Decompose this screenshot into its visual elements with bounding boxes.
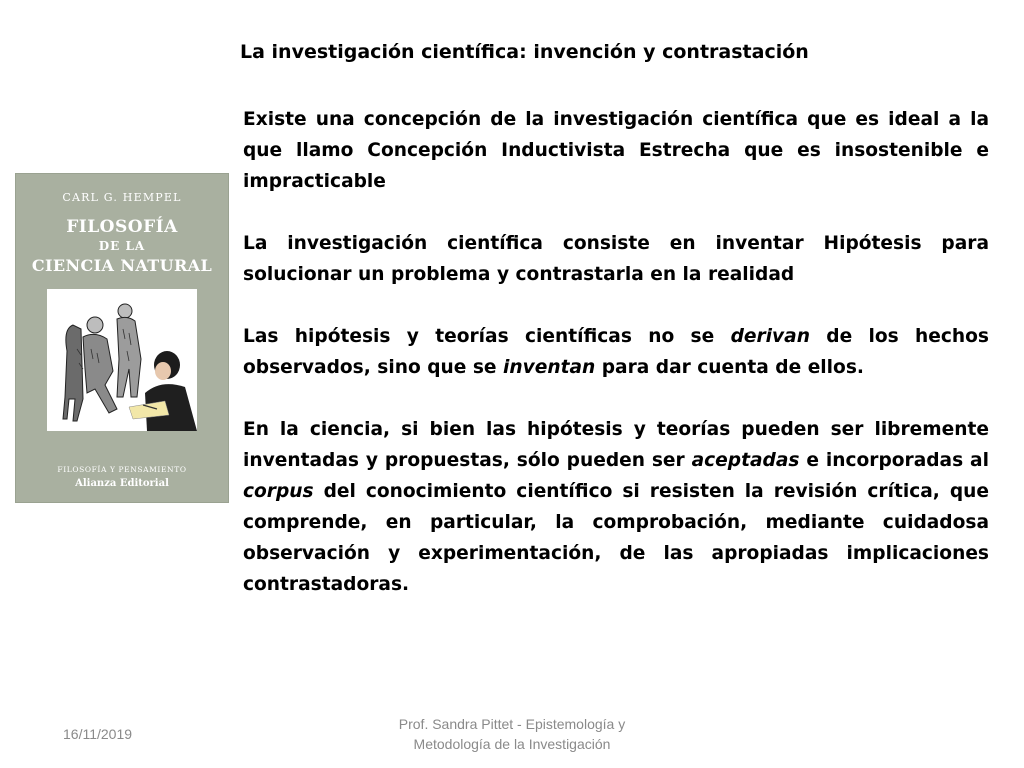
paragraph-3-text-c: de los hechos observados, sino que se [243,326,989,378]
paragraph-1: Existe una concepción de la investigación científica que es ideal a la que llamo Concepción Inductivista Estrecha que es insostenible e impracticable [243,109,989,192]
emphasis-aceptadas: aceptadas [691,450,800,471]
footer-credit-line-1: Prof. Sandra Pittet - Epistemología y [398,716,626,732]
emphasis-derivan: derivan [730,326,810,347]
book-illustration [47,289,197,431]
paragraph-4-text-e: del conocimiento científico si resisten la revisión crítica, que comprende, en particular, la comprobación, mediante cuidadosa observación y experimentación, de las apropiadas implicaciones contrastadoras. [243,481,989,595]
book-cover-image [15,173,229,503]
paragraph-3 [243,321,989,383]
footer-date: 16/11/2019 [63,726,133,742]
emphasis-inventan: inventan [503,357,596,378]
slide-body [243,104,989,600]
book-author: CARL G. HEMPEL [62,191,182,204]
footer-credit-line-2: Metodología de la Investigación [413,736,611,752]
paragraph-4 [243,414,989,600]
book-series: FILOSOFÍA Y PENSAMIENTO [57,465,187,474]
paragraph-3-text-e: para dar cuenta de ellos. [595,357,864,378]
slide-title: La investigación científica: invención y contrastación [240,41,809,63]
footer-credit [362,714,662,754]
emphasis-corpus: corpus [243,481,314,502]
book-title-line-1: FILOSOFÍA [66,217,178,237]
book-title-line-2: DE LA [98,239,146,253]
paragraph-2: La investigación científica consiste en inventar Hipótesis para solucionar un problema y contrastarla en la realidad [243,233,989,285]
paragraph-3-text-a: Las hipótesis y teorías científicas no se [243,326,731,347]
book-publisher: Alianza Editorial [75,478,169,489]
paragraph-4-text-a: En la ciencia, si bien las hipótesis y teorías pueden ser libremente inventadas y propuestas, sólo pueden ser [243,419,989,471]
book-title-line-3: CIENCIA NATURAL [31,256,213,275]
paragraph-4-text-c: e incorporadas al [799,450,989,471]
